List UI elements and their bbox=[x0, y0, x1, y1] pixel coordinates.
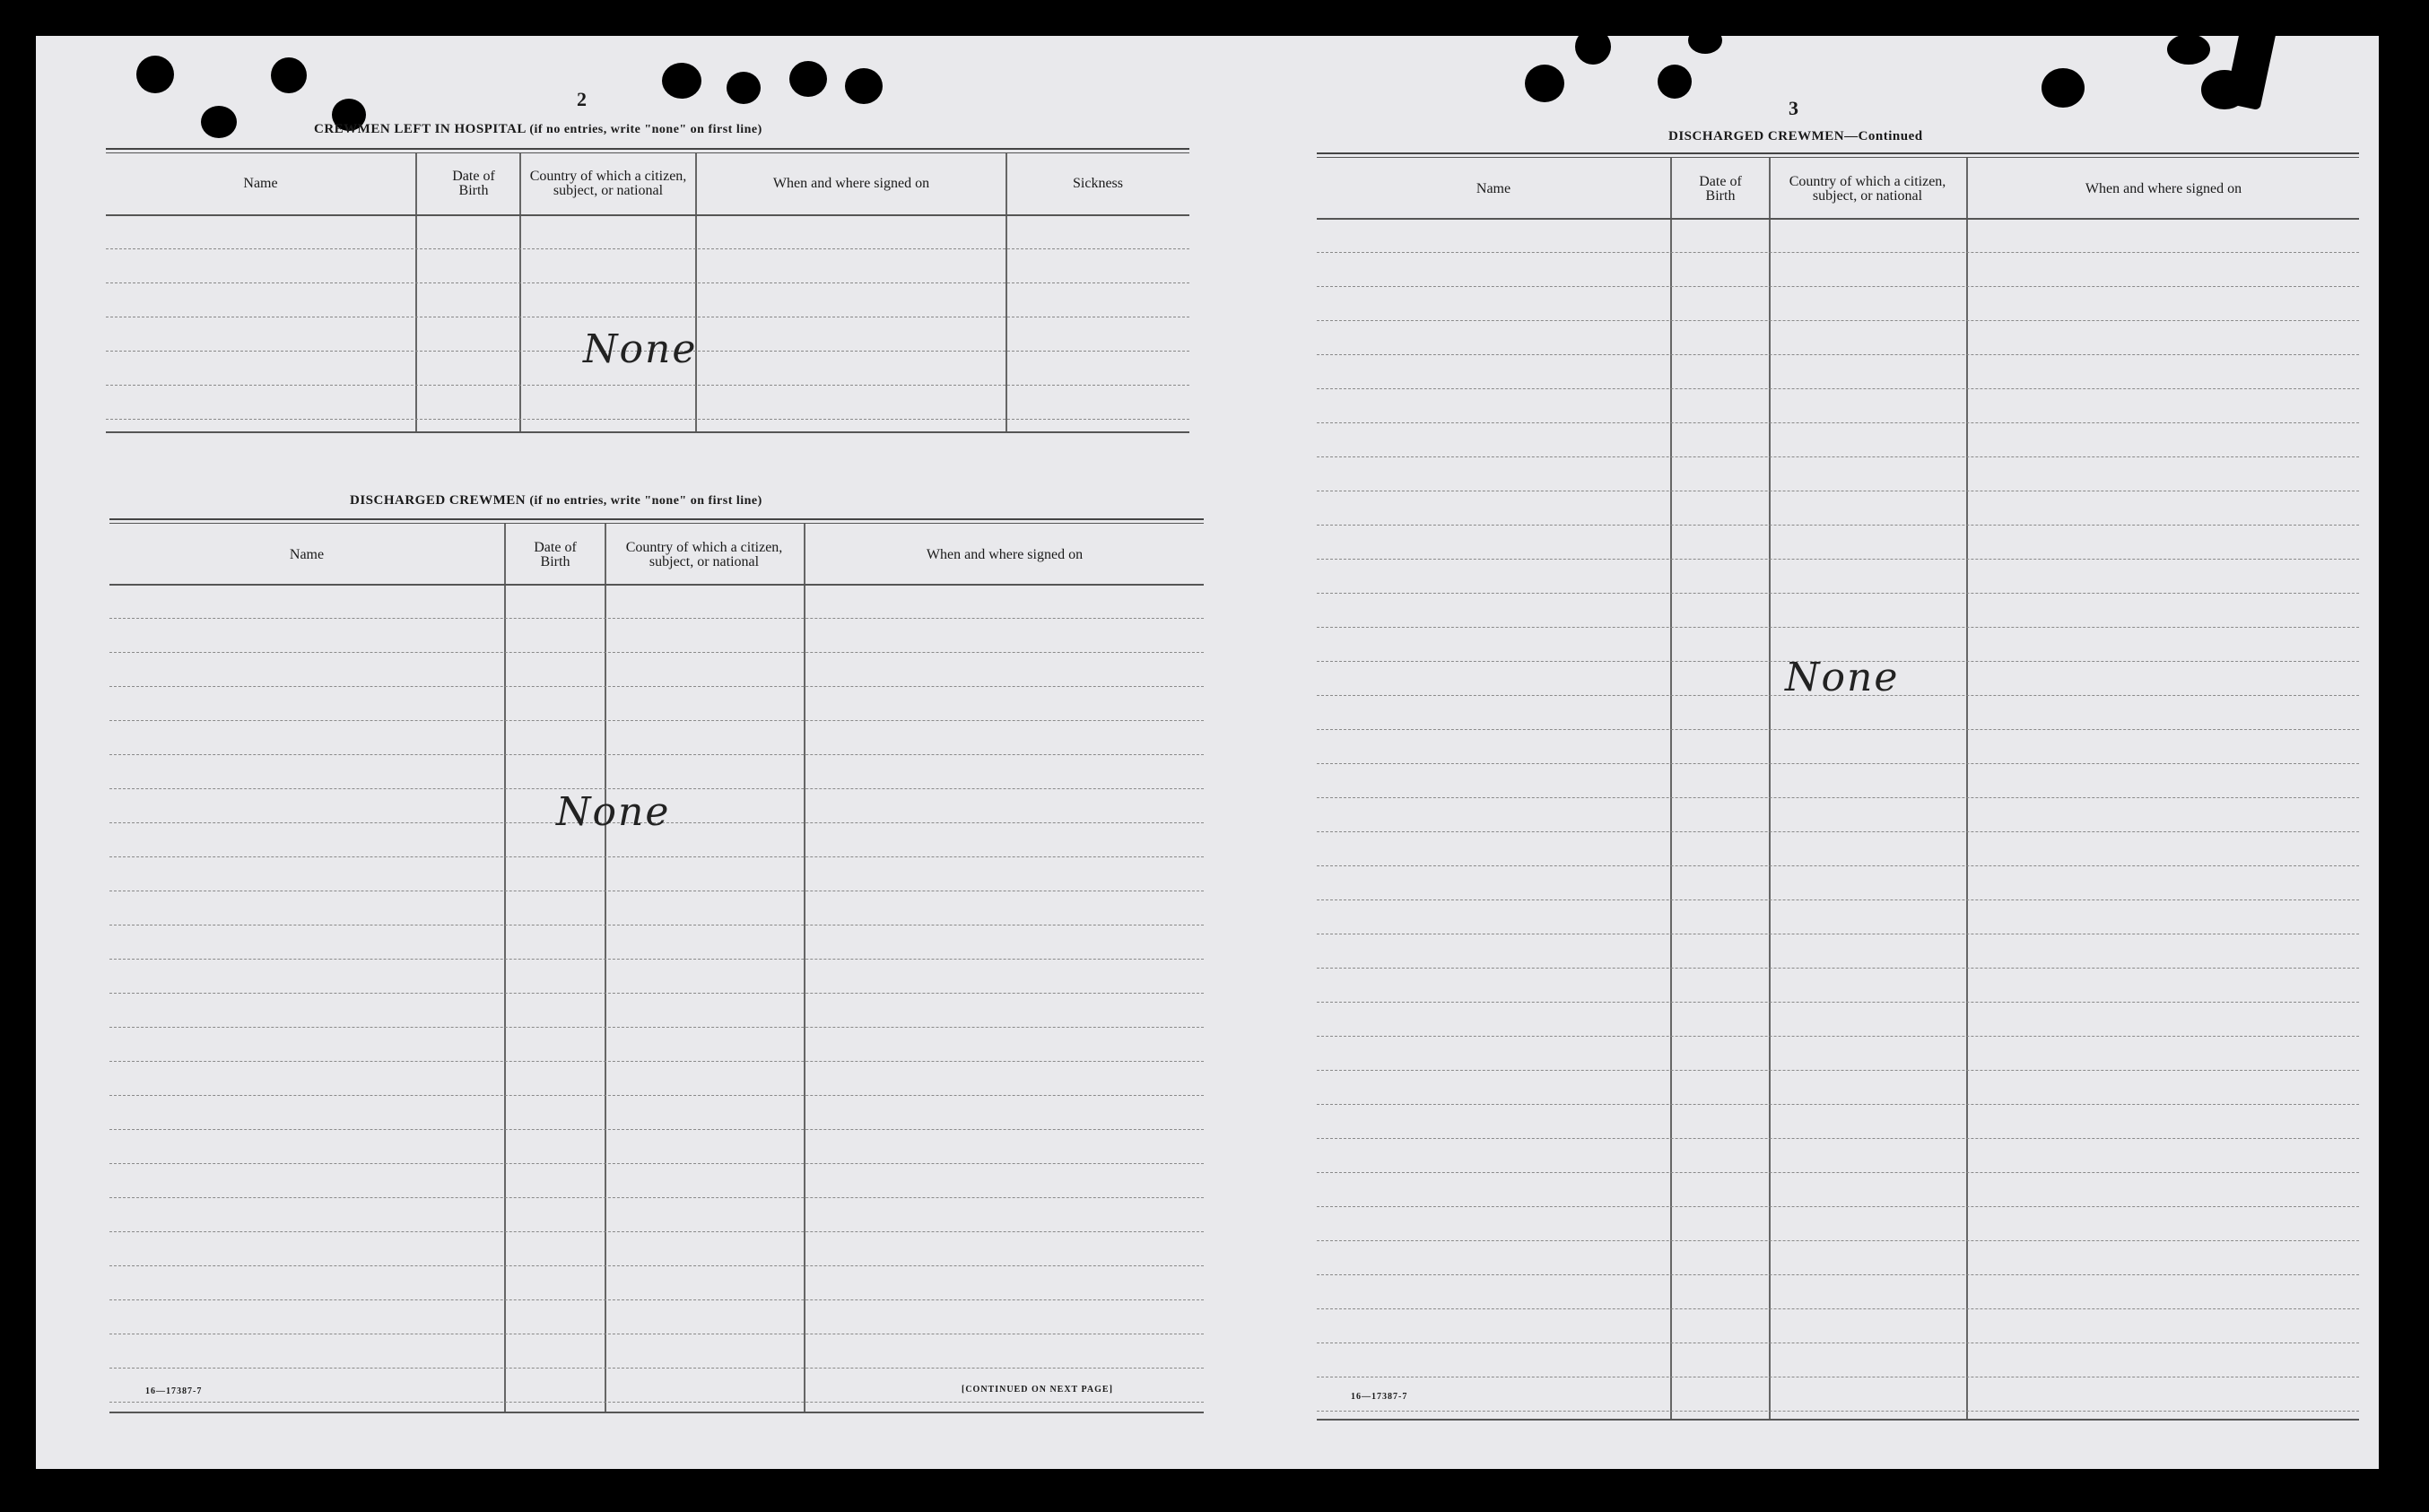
discharged-continued-title: DISCHARGED CREWMEN—Continued bbox=[1668, 129, 1923, 143]
right-page bbox=[1274, 36, 2379, 1469]
col-header-date-of-birth: Date of Birth bbox=[1699, 174, 1742, 204]
col-header-sickness: Sickness bbox=[1073, 176, 1123, 191]
discharged-title-note: (if no entries, write "none" on first line) bbox=[529, 494, 762, 508]
col-header-signed-on: When and where signed on bbox=[2085, 181, 2242, 196]
col-header-country: Country of which a citizen, subject, or national bbox=[625, 540, 783, 569]
discharged-handwritten-entry: None bbox=[556, 789, 671, 835]
hospital-section-title bbox=[314, 122, 762, 137]
hospital-title-note: (if no entries, write "none" on first line) bbox=[529, 123, 762, 136]
hospital-table bbox=[106, 148, 1189, 435]
left-page bbox=[36, 36, 1202, 1469]
col-header-name: Name bbox=[243, 176, 278, 191]
hospital-handwritten-entry: None bbox=[583, 326, 698, 372]
col-header-signed-on: When and where signed on bbox=[926, 547, 1084, 562]
continued-note: [CONTINUED ON NEXT PAGE] bbox=[962, 1385, 1113, 1395]
col-header-country: Country of which a citizen, subject, or national bbox=[529, 169, 687, 198]
col-header-date-of-birth: Date of Birth bbox=[534, 540, 577, 569]
discharged-continued-handwritten-entry: None bbox=[1785, 655, 1900, 700]
page-number: 3 bbox=[1789, 97, 1798, 119]
page-number: 2 bbox=[577, 88, 587, 110]
hospital-title-text: CREWMEN LEFT IN HOSPITAL bbox=[314, 122, 527, 136]
discharged-continued-table bbox=[1317, 152, 2359, 1422]
col-header-signed-on: When and where signed on bbox=[772, 176, 930, 191]
col-header-date-of-birth: Date of Birth bbox=[452, 169, 495, 198]
discharged-table bbox=[109, 482, 1204, 1415]
col-header-name: Name bbox=[1476, 181, 1511, 196]
document-sheet bbox=[36, 36, 2379, 1469]
form-number: 16—17387-7 bbox=[1351, 1392, 1408, 1402]
col-header-country: Country of which a citizen, subject, or national bbox=[1789, 174, 1946, 204]
col-header-name: Name bbox=[289, 547, 325, 562]
form-number: 16—17387-7 bbox=[145, 1386, 203, 1396]
discharged-title-text: DISCHARGED CREWMEN bbox=[350, 493, 527, 508]
